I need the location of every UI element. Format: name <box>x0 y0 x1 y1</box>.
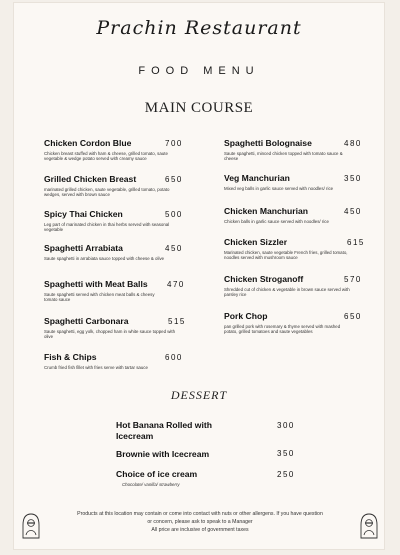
item-price: 300 <box>277 421 295 430</box>
item-desc: Saute spaghetti, egg yolk, chopped ham in white sauce topped with olive <box>44 329 176 340</box>
item-price: 600 <box>165 353 183 362</box>
item-price: 450 <box>344 207 362 216</box>
item-desc: Leg part of marinated chicken in thai herbs served with seasonal vegetable <box>44 222 170 233</box>
item-desc: marinated grilled chicken, saute vegetable, grilled tomato, potato wedges, served with brown sauce <box>44 187 170 198</box>
item-price: 350 <box>277 449 295 458</box>
footer-line: or concern, please ask to speak to a Manager <box>147 519 253 525</box>
item-desc: pan grilled pork with rosemary & thyme served with mashed potato, grilled tomatoes and saute vegetables <box>224 324 341 335</box>
footer-line: Products at this location may contain or come into contact with nuts or other allergens. If you have question <box>77 511 323 517</box>
item-price: 350 <box>344 174 362 183</box>
item-desc: Saute spaghetti, minced chicken topped with tomato sauce & cheese <box>224 151 343 162</box>
item-desc: Chicken balls in garlic sauce served with noodles/ rice <box>224 219 329 224</box>
item-name: Spaghetti Bolognaise <box>224 138 312 148</box>
item-desc: Shredded cut of chicken & vegetable in brown sauce served with parsley rice <box>224 287 350 298</box>
menu-item <box>224 274 352 298</box>
item-name: Veg Manchurian <box>224 173 290 183</box>
menu-item <box>224 206 352 224</box>
item-desc: Chocolate/ vanilla/ strawberry <box>122 482 180 487</box>
item-name: Spaghetti Carbonara <box>44 316 129 326</box>
item-desc: Marinated chicken, saute vegetable French fries, grilled tomato, noodles served with mushroom sauce <box>224 250 348 261</box>
item-price: 500 <box>165 210 183 219</box>
menu-item <box>44 174 179 198</box>
menu-item <box>116 449 266 460</box>
restaurant-logo-icon <box>360 513 378 539</box>
item-name: Hot Banana Rolled with Icecream <box>116 420 212 441</box>
menu-item <box>224 311 352 335</box>
menu-item <box>44 316 179 340</box>
item-price: 650 <box>165 175 183 184</box>
menu-item <box>224 138 352 162</box>
item-price: 700 <box>165 139 183 148</box>
item-name: Chicken Sizzler <box>224 237 288 247</box>
menu-item <box>224 173 352 191</box>
menu-item <box>44 243 179 261</box>
menu-item <box>116 469 266 487</box>
item-desc: Crumb fried fish fillet with fries serve with tartar sauce <box>44 365 148 370</box>
item-name: Chicken Cordon Blue <box>44 138 132 148</box>
item-name: Grilled Chicken Breast <box>44 174 137 184</box>
menu-page <box>13 2 385 550</box>
menu-item <box>116 420 246 442</box>
main-course-heading: MAIN COURSE <box>144 100 254 116</box>
menu-subtitle: FOOD MENU <box>138 65 260 77</box>
item-name: Chicken Stroganoff <box>224 274 304 284</box>
item-price: 250 <box>277 470 295 479</box>
item-desc: Mixed veg balls in garlic sauce served with noodles/ rice <box>224 186 334 191</box>
item-name: Brownie with Icecream <box>116 449 210 459</box>
item-price: 450 <box>165 244 183 253</box>
menu-item <box>44 352 179 370</box>
dessert-heading: DESSERT <box>170 388 228 402</box>
item-name: Chicken Manchurian <box>224 206 309 216</box>
item-price: 615 <box>347 238 365 247</box>
restaurant-logo-icon <box>22 513 40 539</box>
item-desc: Saute spaghetti served with chicken meat balls & cheesy tomato sauce <box>44 292 155 303</box>
restaurant-title: Prachin Restaurant <box>96 17 302 39</box>
menu-item <box>44 209 179 233</box>
item-name: Pork Chop <box>224 311 268 321</box>
item-name: Spaghetti Arrabiata <box>44 243 123 253</box>
item-price: 570 <box>344 275 362 284</box>
item-desc: Chicken breast stuffed with ham & cheese, grilled tomato, saute vegetable & wedge potato served with creamy sauce <box>44 151 168 162</box>
footer-line: All price are inclusive of government taxes <box>151 527 249 533</box>
item-name: Spaghetti with Meat Balls <box>44 279 148 289</box>
menu-item <box>44 138 179 162</box>
item-price: 515 <box>168 317 186 326</box>
item-price: 650 <box>344 312 362 321</box>
item-desc: Saute spaghetti in arrabiata sauce topped with cheese & olive <box>44 256 165 261</box>
item-name: Spicy Thai Chicken <box>44 209 123 219</box>
item-name: Choice of ice cream <box>116 469 198 479</box>
item-price: 480 <box>344 139 362 148</box>
menu-item <box>224 237 352 261</box>
item-price: 470 <box>167 280 185 289</box>
item-name: Fish & Chips <box>44 352 97 362</box>
allergen-footer <box>64 510 336 534</box>
menu-item <box>44 279 166 303</box>
